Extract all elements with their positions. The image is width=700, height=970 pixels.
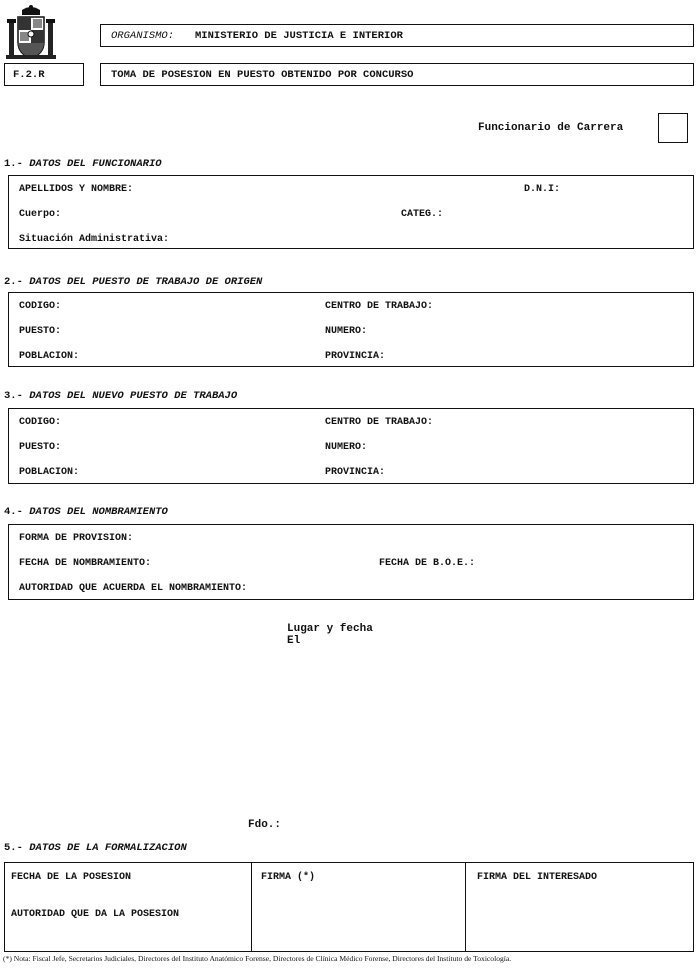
s2-puesto-label: PUESTO: bbox=[19, 326, 62, 337]
organismo-box bbox=[100, 24, 694, 47]
s3-numero-label: NUMERO: bbox=[325, 442, 368, 453]
section-5-box bbox=[4, 862, 694, 952]
forma-provision-label: FORMA DE PROVISION: bbox=[19, 533, 134, 544]
dni-label: D.N.I: bbox=[524, 184, 561, 195]
footnote: (*) Nota: Fiscal Jefe, Secretarios Judiciales, Directores del Instituto Anatómico Forense, Directores de Clínica Médico Forense, Directores del Instituto de Toxicología. bbox=[3, 954, 512, 963]
fecha-posesion-label: FECHA DE LA POSESION bbox=[11, 872, 132, 883]
s3-poblacion-label: POBLACION: bbox=[19, 467, 80, 478]
lugar-fecha-label: Lugar y fecha bbox=[287, 623, 373, 635]
section-1-box bbox=[8, 175, 694, 249]
form-code-box bbox=[4, 63, 84, 86]
el-label: El bbox=[287, 635, 301, 647]
s3-puesto-label: PUESTO: bbox=[19, 442, 62, 453]
apellidos-label: APELLIDOS Y NOMBRE: bbox=[19, 184, 134, 195]
fdo-label: Fdo.: bbox=[248, 819, 282, 831]
s5-divider-1 bbox=[251, 863, 252, 951]
section-3-box bbox=[8, 408, 694, 484]
s3-provincia-label: PROVINCIA: bbox=[325, 467, 386, 478]
section-4-heading: 4.- DATOS DEL NOMBRAMIENTO bbox=[4, 506, 168, 518]
section-2-box bbox=[8, 292, 694, 367]
s2-codigo-label: CODIGO: bbox=[19, 301, 62, 312]
section-4-box bbox=[8, 524, 694, 600]
organismo-label: ORGANISMO: bbox=[111, 30, 175, 42]
categ-label: CATEG.: bbox=[401, 209, 444, 220]
fecha-nombramiento-label: FECHA DE NOMBRAMIENTO: bbox=[19, 558, 152, 569]
section-2-heading: 2.- DATOS DEL PUESTO DE TRABAJO DE ORIGEN bbox=[4, 276, 263, 288]
s2-poblacion-label: POBLACION: bbox=[19, 351, 80, 362]
s3-centro-label: CENTRO DE TRABAJO: bbox=[325, 417, 434, 428]
form-title-box bbox=[100, 63, 694, 86]
firma-label: FIRMA (*) bbox=[261, 872, 316, 883]
s2-numero-label: NUMERO: bbox=[325, 326, 368, 337]
s2-centro-label: CENTRO DE TRABAJO: bbox=[325, 301, 434, 312]
funcionario-carrera-checkbox[interactable] bbox=[658, 113, 688, 143]
autoridad-posesion-label: AUTORIDAD QUE DA LA POSESION bbox=[11, 909, 180, 920]
section-5-heading: 5.- DATOS DE LA FORMALIZACION bbox=[4, 842, 187, 854]
firma-interesado-label: FIRMA DEL INTERESADO bbox=[477, 872, 598, 883]
section-3-heading: 3.- DATOS DEL NUEVO PUESTO DE TRABAJO bbox=[4, 390, 238, 402]
s3-codigo-label: CODIGO: bbox=[19, 417, 62, 428]
s5-divider-2 bbox=[465, 863, 466, 951]
situacion-label: Situación Administrativa: bbox=[19, 234, 170, 245]
funcionario-carrera-label: Funcionario de Carrera bbox=[478, 122, 624, 134]
coat-of-arms-icon bbox=[6, 4, 56, 62]
form-title: TOMA DE POSESION EN PUESTO OBTENIDO POR CONCURSO bbox=[111, 69, 414, 81]
form-code: F.2.R bbox=[13, 69, 45, 81]
autoridad-nombramiento-label: AUTORIDAD QUE ACUERDA EL NOMBRAMIENTO: bbox=[19, 583, 248, 594]
organismo-value: MINISTERIO DE JUSTICIA E INTERIOR bbox=[195, 30, 403, 42]
section-1-heading: 1.- DATOS DEL FUNCIONARIO bbox=[4, 158, 162, 170]
fecha-boe-label: FECHA DE B.O.E.: bbox=[379, 558, 476, 569]
s2-provincia-label: PROVINCIA: bbox=[325, 351, 386, 362]
cuerpo-label: Cuerpo: bbox=[19, 209, 62, 220]
